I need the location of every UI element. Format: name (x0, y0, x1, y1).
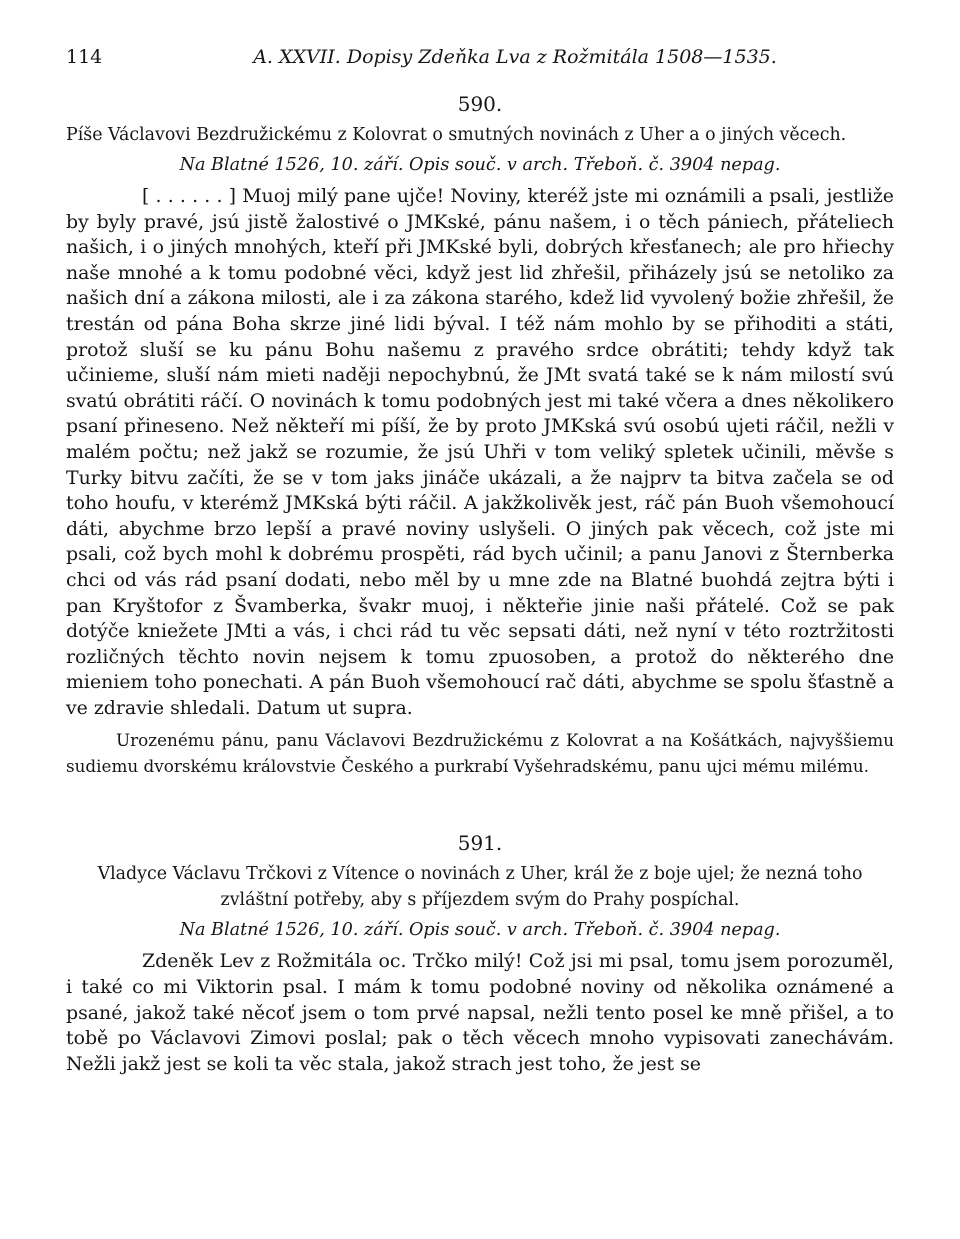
section-divider (66, 779, 894, 813)
letter-body: Zdeněk Lev z Rožmitála oc. Trčko milý! Což jsi mi psal, tomu jsem porozuměl, i také co mi Viktorin psal. I mám k tomu podobné noviny od několika oznámené a psané, jakož také něcoť jsem o tom prvé napsal, nežli tento posel ke mně přišel, a to tobě po Václavovi Zimovi poslal; pak o těch věcech mnoho vypisovati zanechávám. Nežli jakž jest se koli ta věc stala, jakož strach jest toho, že jest se (66, 950, 894, 1075)
running-title: A. XXVII. Dopisy Zdeňka Lva z Rožmitála 1508—1535. (253, 46, 777, 68)
document-591 (66, 831, 894, 1077)
page-number: 114 (66, 46, 103, 68)
document-source: Na Blatné 1526, 10. září. Opis souč. v arch. Třeboň. č. 3904 nepag. (179, 920, 781, 941)
document-source: Na Blatné 1526, 10. září. Opis souč. v arch. Třeboň. č. 3904 nepag. (179, 155, 781, 175)
document-summary: Píše Václavovi Bezdružickému z Kolovrat o smutných novinách z Uher a o jiných věcech. (66, 125, 847, 145)
document-number: 590. (457, 92, 503, 116)
document-summary: Vladyce Václavu Trčkovi z Vítence o novinách z Uher, král že z boje ujel; že nezná toho zvláštní potřeby, aby s příjezdem svým do Prahy pospíchal. (97, 864, 863, 911)
document-number: 591. (457, 831, 503, 856)
letter-address: Urozenému pánu, panu Václavovi Bezdružickému z Kolovrat a na Košátkách, najvyššiemu sudiemu dvorskému královstvie Českého a purkrabí Vyšehradskému, panu ujci mému milému. (66, 730, 894, 777)
letter-body: [ . . . . . . ] Muoj milý pane ujče! Noviny, kteréž jste mi oznámili a psali, jestliže by byly pravé, jsú jistě žalostivé o JMKské, pánu našem, i o těch pániech, přáteliech našich, i o jiných mnohých, kteří při JMKské byli, dobrých křesťanech; ale pro hřiechy naše mnohé a k tomu podobné věci, když jest lid zhřešil, přiházely jsú se netoliko za našich dní a zákona milosti, ale i za zákona starého, kdež lid vyvolený božie zhřešil, že trestán od pána Boha skrze jiné lidi býval. I též nám mohlo by se přihoditi a státi, protož sluší se ku pánu Bohu našemu z pravého srdce obrátiti; tehdy když tak učinieme, sluší nám mieti naději nepochybnú, že JMt svatá také se k nám milostí svú svatú obrátiti ráčí. O novinách k tomu podobných jest mi také včera a dnes několikero psaní přineseno. Než někteří mi píší, že by proto JMKská svú osobú ujeti ráčil, nežli v malém počtu; než jakž se rozumie, že jsú Uhři v tom veliký spletek učinili, měvše s Turky bitvu začíti, že se v tom jaks jináče ukázali, a že najprv ta bitva začela se od toho houfu, v kterémž JMKská býti ráčil. A jakžkolivěk jest, ráč pán Buoh všemohoucí dáti, abychme brzo lepší a pravé noviny uslyšeli. O jiných pak věcech, což jste mi psali, což bych mohl k dobrému prospěti, rád bych učinil; a panu Janovi z Šternberka chci od vás rád psaní dodati, nebo měl by u mne zde na Blatné buohdá zejtra býti i pan Kryštofor z Švamberka, švakr muoj, i někteřie jinie naši přátelé. Což se pak dotýče kniežete JMti a vás, i chci rád tu věc sepsati dáti, než nyní v této roztržitosti rozličných těchto novin nejsem k tomu zpuosoben, a protož do některého dne mieniem toho ponechati. A pán Buoh všemohoucí rač dáti, abychme se spolu šťastně a ve zdravie shledali. Datum ut supra. (66, 185, 894, 719)
running-header (66, 44, 894, 74)
document-590 (66, 92, 894, 779)
